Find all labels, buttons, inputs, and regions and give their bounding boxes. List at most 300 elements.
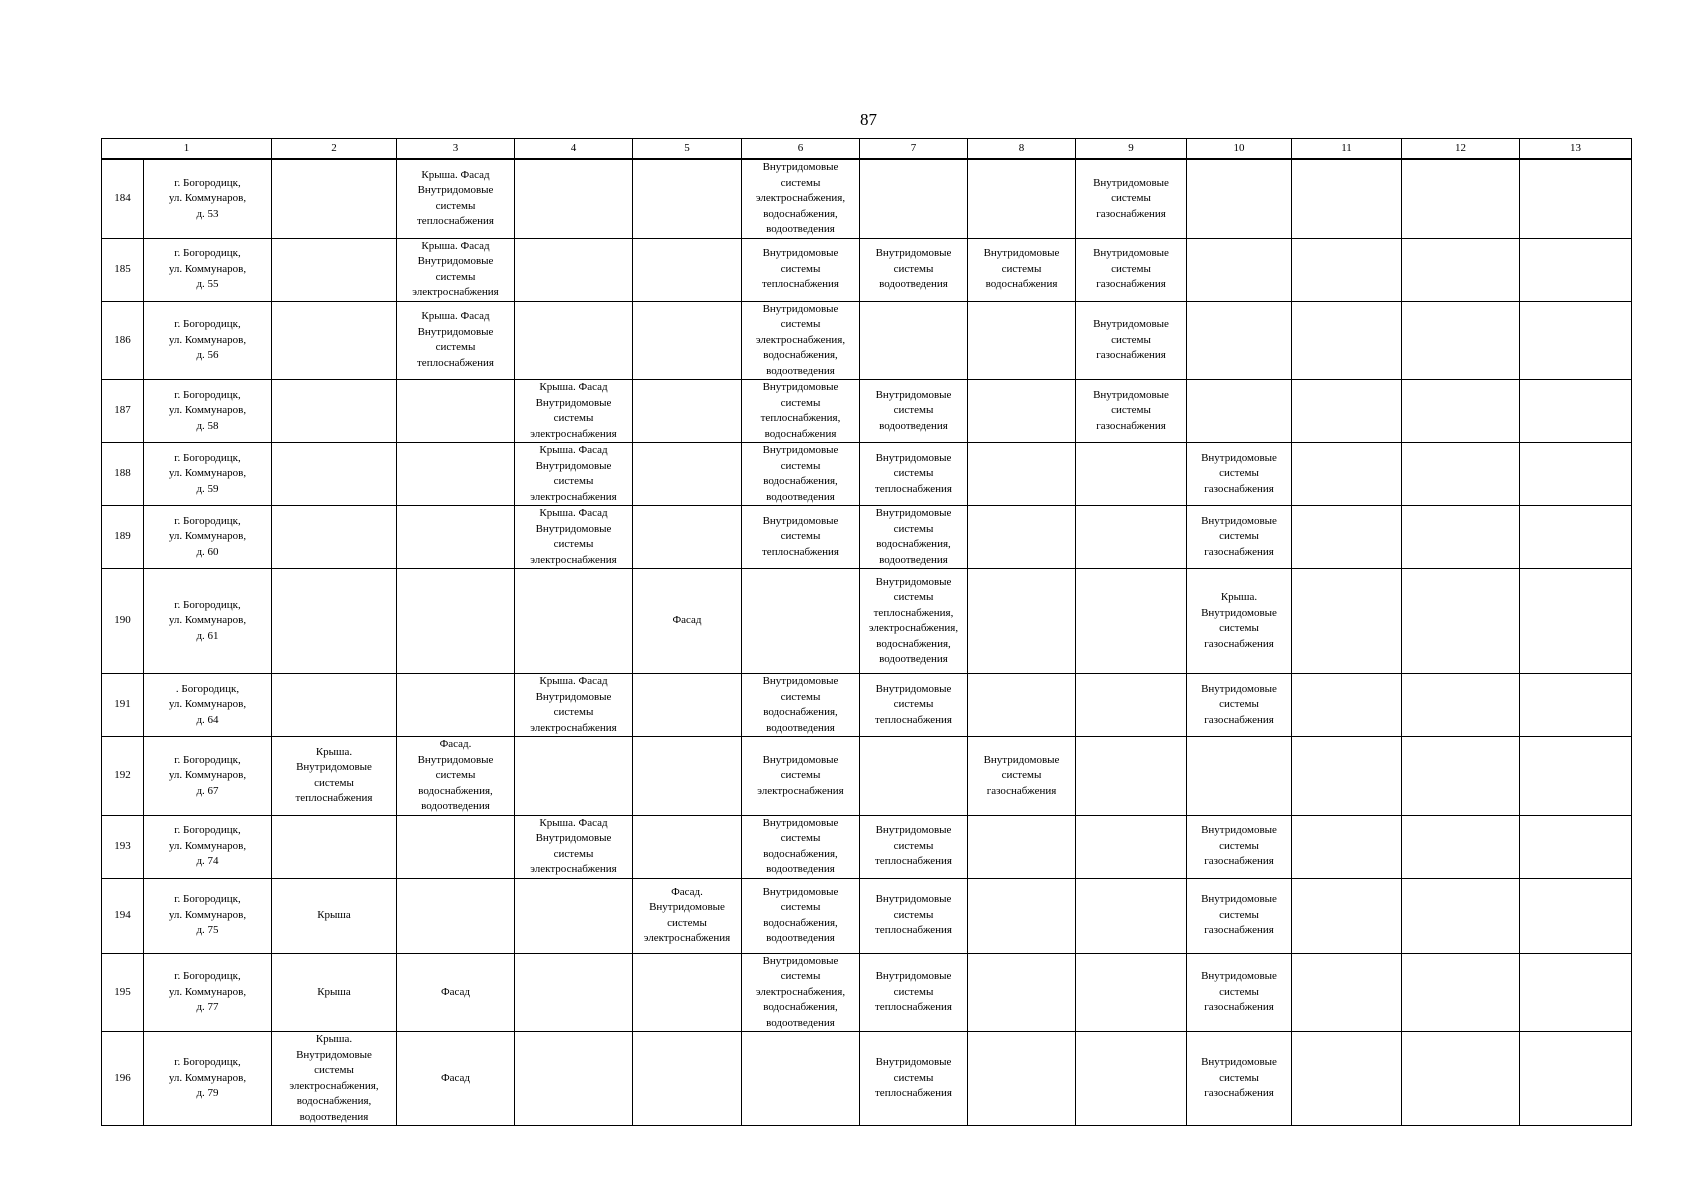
work-text-line: теплоснабжения xyxy=(417,215,494,228)
work-cell-col-4 xyxy=(515,815,633,878)
work-text-line: водоснабжения, xyxy=(763,475,838,487)
work-cell-col-4 xyxy=(515,953,633,1032)
work-cell-col-11 xyxy=(1292,159,1402,238)
address-line: д. 75 xyxy=(196,924,219,937)
address-line: ул. Коммунаров, xyxy=(168,467,247,480)
work-cell-col-10 xyxy=(1187,443,1292,506)
work-cell-col-8 xyxy=(968,443,1076,506)
work-text-line: системы xyxy=(1001,769,1042,781)
work-cell-col-7 xyxy=(860,159,968,238)
work-cell-col-6 xyxy=(742,953,860,1032)
address-cell xyxy=(144,737,272,816)
work-cell-col-9 xyxy=(1076,159,1187,238)
work-cell-col-10 xyxy=(1187,1032,1292,1126)
work-cell-col-8 xyxy=(968,238,1076,301)
work-text-line: Фасад xyxy=(440,985,471,998)
work-cell-col-11 xyxy=(1292,953,1402,1032)
work-cell-col-2 xyxy=(272,878,397,953)
work-cell-col-6 xyxy=(742,443,860,506)
work-cell-col-2 xyxy=(272,815,397,878)
header-cell: 8 xyxy=(968,139,1076,160)
row-number: 185 xyxy=(102,238,144,301)
work-cell-col-4 xyxy=(515,878,633,953)
work-cell-col-3 xyxy=(397,159,515,238)
work-cell-col-11 xyxy=(1292,380,1402,443)
work-text-line: системы xyxy=(1219,985,1259,998)
work-cell-col-2 xyxy=(272,953,397,1032)
work-text-line: водоснабжения, xyxy=(876,538,951,550)
work-cell-col-7 xyxy=(860,506,968,569)
work-cell-col-8 xyxy=(968,506,1076,569)
work-text-line: системы xyxy=(667,916,707,929)
work-text-line: теплоснабжения xyxy=(875,924,952,937)
work-cell-col-3 xyxy=(397,1032,515,1126)
header-cell: 5 xyxy=(633,139,742,160)
work-text-line: Внутридомовые xyxy=(1201,893,1277,906)
work-cell-col-7 xyxy=(860,674,968,737)
work-text-line: газоснабжения xyxy=(1096,349,1166,361)
work-text-line: электроснабжения, xyxy=(755,192,846,204)
work-cell-col-4 xyxy=(515,506,633,569)
work-cell-col-13 xyxy=(1520,238,1632,301)
work-text-line: системы xyxy=(893,522,934,535)
address-line: д. 55 xyxy=(196,278,219,291)
table-row xyxy=(102,737,1632,816)
work-text-line: водоснабжения, xyxy=(763,1001,838,1013)
address-line: г. Богородицк, xyxy=(174,1056,241,1069)
work-text-line: Внутридомовые xyxy=(417,184,494,197)
work-text-line: водоотведения xyxy=(766,863,835,875)
work-cell-col-2 xyxy=(272,506,397,569)
work-text-line: системы xyxy=(435,341,476,354)
work-text-line: системы xyxy=(1219,622,1259,634)
work-cell-col-13 xyxy=(1520,443,1632,506)
work-text-line: электроснабжения xyxy=(530,863,617,875)
work-text-line: водоотведения xyxy=(879,553,948,566)
work-text-line: водоотведения xyxy=(879,653,948,665)
work-text-line: Крыша. Фасад xyxy=(539,507,608,519)
work-cell-col-2 xyxy=(272,380,397,443)
work-text-line: Внутридомовые xyxy=(762,444,839,456)
work-text-line: системы xyxy=(780,690,821,703)
address-line: ул. Коммунаров, xyxy=(168,192,247,204)
work-cell-col-9 xyxy=(1076,301,1187,380)
work-text-line: Внутридомовые xyxy=(1201,514,1277,527)
work-cell-col-2 xyxy=(272,301,397,380)
address-line: д. 56 xyxy=(196,349,219,361)
work-cell-col-9 xyxy=(1076,878,1187,953)
work-text-line: системы xyxy=(893,262,934,275)
row-number: 192 xyxy=(102,737,144,816)
work-text-line: газоснабжения xyxy=(1204,1087,1274,1100)
work-text-line: теплоснабжения, xyxy=(760,412,841,424)
work-text-line: системы xyxy=(893,698,934,711)
work-text-line: Внутридомовые xyxy=(762,954,839,967)
work-text-line: газоснабжения xyxy=(1096,207,1166,220)
work-text-line: водоотведения xyxy=(879,278,948,291)
address-cell xyxy=(144,569,272,674)
work-text-line: водоотведения xyxy=(879,419,948,432)
work-text-line: системы xyxy=(1219,1071,1259,1084)
work-cell-col-6 xyxy=(742,238,860,301)
work-cell-col-3 xyxy=(397,953,515,1032)
work-text-line: Крыша xyxy=(317,985,351,998)
work-text-line: Внутридомовые xyxy=(1093,247,1169,260)
address-cell xyxy=(144,878,272,953)
work-text-line: системы xyxy=(553,412,594,424)
work-text-line: системы xyxy=(893,839,934,852)
header-cell: 1 xyxy=(102,139,272,160)
header-row xyxy=(102,139,1632,160)
work-text-line: системы xyxy=(893,591,934,603)
address-line: д. 64 xyxy=(196,713,219,726)
work-text-line: Внутридомовые xyxy=(1093,176,1169,189)
work-cell-col-4 xyxy=(515,1032,633,1126)
address-cell xyxy=(144,1032,272,1126)
work-cell-col-6 xyxy=(742,301,860,380)
work-cell-col-13 xyxy=(1520,301,1632,380)
work-text-line: Внутридомовые xyxy=(875,893,952,906)
work-cell-col-6 xyxy=(742,878,860,953)
work-text-line: Фасад xyxy=(440,1071,471,1084)
row-number: 189 xyxy=(102,506,144,569)
work-cell-col-5 xyxy=(633,953,742,1032)
work-cell-col-3 xyxy=(397,569,515,674)
work-cell-col-3 xyxy=(397,380,515,443)
work-text-line: газоснабжения xyxy=(1204,1001,1274,1013)
work-cell-col-4 xyxy=(515,238,633,301)
address-cell xyxy=(144,953,272,1032)
work-text-line: водоснабжения, xyxy=(763,349,838,361)
address-line: д. 67 xyxy=(196,784,219,797)
work-cell-col-7 xyxy=(860,443,968,506)
work-cell-col-11 xyxy=(1292,1032,1402,1126)
work-text-line: системы xyxy=(553,475,594,487)
work-cell-col-9 xyxy=(1076,674,1187,737)
work-cell-col-11 xyxy=(1292,238,1402,301)
address-cell xyxy=(144,380,272,443)
work-text-line: системы xyxy=(553,706,594,718)
address-line: г. Богородицк, xyxy=(174,514,241,527)
work-cell-col-4 xyxy=(515,674,633,737)
row-number: 194 xyxy=(102,878,144,953)
address-line: г. Богородицк, xyxy=(174,893,241,906)
work-text-line: электроснабжения, xyxy=(289,1079,379,1092)
table-row xyxy=(102,159,1632,238)
work-text-line: электроснабжения xyxy=(757,784,844,797)
work-text-line: системы xyxy=(780,769,821,781)
work-text-line: Внутридомовые xyxy=(875,970,952,982)
work-cell-col-12 xyxy=(1402,301,1520,380)
work-cell-col-11 xyxy=(1292,569,1402,674)
work-cell-col-13 xyxy=(1520,1032,1632,1126)
work-cell-col-2 xyxy=(272,1032,397,1126)
address-line: ул. Коммунаров, xyxy=(168,985,247,998)
address-cell xyxy=(144,301,272,380)
work-cell-col-10 xyxy=(1187,953,1292,1032)
address-cell xyxy=(144,238,272,301)
work-text-line: системы xyxy=(893,404,934,417)
work-text-line: Крыша. xyxy=(1220,591,1258,603)
work-text-line: Внутридомовые xyxy=(875,247,952,260)
repair-schedule-table xyxy=(101,138,1632,1126)
work-text-line: Внутридомовые xyxy=(1093,318,1169,330)
work-cell-col-12 xyxy=(1402,953,1520,1032)
work-text-line: Внутридомовые xyxy=(1201,606,1277,619)
page-number: 87 xyxy=(860,110,877,129)
table-row xyxy=(102,506,1632,569)
address-line: д. 58 xyxy=(196,419,219,432)
work-cell-col-7 xyxy=(860,815,968,878)
work-text-line: водоснабжения, xyxy=(763,706,838,718)
work-cell-col-7 xyxy=(860,737,968,816)
work-cell-col-2 xyxy=(272,159,397,238)
work-text-line: газоснабжения xyxy=(986,784,1057,797)
work-cell-col-3 xyxy=(397,674,515,737)
work-text-line: Внутридомовые xyxy=(1201,1056,1277,1069)
work-text-line: системы xyxy=(780,970,821,982)
work-text-line: системы xyxy=(780,176,821,189)
work-cell-col-8 xyxy=(968,380,1076,443)
work-text-line: Внутридомовые xyxy=(983,247,1060,260)
work-cell-col-5 xyxy=(633,1032,742,1126)
work-text-line: электроснабжения, xyxy=(755,985,846,998)
work-text-line: системы xyxy=(893,985,934,998)
work-text-line: Внутридомовые xyxy=(1201,970,1277,982)
work-text-line: теплоснабжения xyxy=(762,545,839,558)
address-line: ул. Коммунаров, xyxy=(168,404,247,417)
work-text-line: электроснабжения xyxy=(412,286,499,298)
row-number: 187 xyxy=(102,380,144,443)
work-cell-col-10 xyxy=(1187,159,1292,238)
address-cell xyxy=(144,674,272,737)
work-text-line: водоснабжения, xyxy=(763,207,838,220)
work-text-line: Внутридомовые xyxy=(875,451,952,464)
work-cell-col-11 xyxy=(1292,506,1402,569)
work-text-line: водоотведения xyxy=(766,721,835,734)
table-row xyxy=(102,569,1632,674)
work-cell-col-7 xyxy=(860,953,968,1032)
work-text-line: Крыша. Фасад xyxy=(421,239,490,252)
table-row xyxy=(102,953,1632,1032)
work-cell-col-4 xyxy=(515,443,633,506)
work-cell-col-5 xyxy=(633,815,742,878)
address-line: д. 60 xyxy=(196,545,219,558)
work-cell-col-9 xyxy=(1076,238,1187,301)
header-cell: 2 xyxy=(272,139,397,160)
row-number: 190 xyxy=(102,569,144,674)
work-text-line: электроснабжения xyxy=(530,490,617,503)
work-cell-col-10 xyxy=(1187,674,1292,737)
work-text-line: теплоснабжения xyxy=(875,1087,952,1100)
work-text-line: системы xyxy=(893,467,934,480)
work-cell-col-3 xyxy=(397,506,515,569)
work-text-line: Фасад. xyxy=(439,738,472,750)
address-line: ул. Коммунаров, xyxy=(168,769,247,781)
header-cell: 6 xyxy=(742,139,860,160)
address-line: г. Богородицк, xyxy=(174,824,241,837)
work-text-line: Внутридомовые xyxy=(296,1048,372,1061)
work-text-line: электроснабжения, xyxy=(868,622,959,634)
work-text-line: Внутридомовые xyxy=(762,161,839,173)
work-text-line: водоотведения xyxy=(421,800,490,812)
work-cell-col-10 xyxy=(1187,506,1292,569)
work-text-line: системы xyxy=(780,832,821,844)
row-number: 195 xyxy=(102,953,144,1032)
address-line: ул. Коммунаров, xyxy=(168,908,247,921)
work-cell-col-9 xyxy=(1076,569,1187,674)
work-text-line: Крыша. Фасад xyxy=(539,444,608,456)
work-text-line: Внутридомовые xyxy=(535,690,612,703)
work-cell-col-3 xyxy=(397,238,515,301)
work-text-line: водоотведения xyxy=(766,364,835,377)
work-text-line: Внутридомовые xyxy=(762,302,839,315)
work-cell-col-3 xyxy=(397,301,515,380)
row-number: 184 xyxy=(102,159,144,238)
work-text-line: Внутридомовые xyxy=(762,247,839,260)
work-text-line: водоотведения xyxy=(766,1016,835,1029)
work-cell-col-11 xyxy=(1292,737,1402,816)
work-cell-col-13 xyxy=(1520,159,1632,238)
work-cell-col-6 xyxy=(742,815,860,878)
work-text-line: Внутридомовые xyxy=(983,753,1060,766)
work-text-line: Внутридомовые xyxy=(762,885,839,898)
table-row xyxy=(102,380,1632,443)
work-text-line: Внутридомовые xyxy=(535,396,612,409)
work-text-line: теплоснабжения xyxy=(875,855,952,868)
address-line: ул. Коммунаров, xyxy=(168,333,247,346)
work-text-line: системы xyxy=(1111,262,1151,275)
address-line: ул. Коммунаров, xyxy=(168,614,247,627)
work-text-line: газоснабжения xyxy=(1096,419,1166,432)
work-text-line: теплоснабжения xyxy=(295,792,373,805)
header-cell: 12 xyxy=(1402,139,1520,160)
work-cell-col-8 xyxy=(968,159,1076,238)
work-cell-col-10 xyxy=(1187,878,1292,953)
work-cell-col-2 xyxy=(272,737,397,816)
work-text-line: Внутридомовые xyxy=(535,832,612,844)
work-cell-col-4 xyxy=(515,301,633,380)
work-cell-col-6 xyxy=(742,674,860,737)
header-cell: 3 xyxy=(397,139,515,160)
header-cell: 10 xyxy=(1187,139,1292,160)
work-cell-col-13 xyxy=(1520,953,1632,1032)
header-cell: 4 xyxy=(515,139,633,160)
work-cell-col-9 xyxy=(1076,815,1187,878)
work-cell-col-4 xyxy=(515,737,633,816)
work-cell-col-11 xyxy=(1292,301,1402,380)
work-text-line: Внутридомовые xyxy=(875,388,952,401)
work-text-line: электроснабжения xyxy=(530,427,617,440)
work-text-line: Внутридомовые xyxy=(762,514,839,527)
work-text-line: Внутридомовые xyxy=(1201,824,1277,837)
address-line: ул. Коммунаров, xyxy=(168,1071,247,1084)
work-cell-col-10 xyxy=(1187,301,1292,380)
work-text-line: Внутридомовые xyxy=(875,682,952,695)
address-line: г. Богородицк, xyxy=(174,451,241,464)
address-line: г. Богородицк, xyxy=(174,598,241,611)
address-cell xyxy=(144,443,272,506)
work-cell-col-6 xyxy=(742,569,860,674)
work-cell-col-9 xyxy=(1076,443,1187,506)
work-cell-col-12 xyxy=(1402,380,1520,443)
work-cell-col-5 xyxy=(633,569,742,674)
work-cell-col-13 xyxy=(1520,878,1632,953)
work-text-line: водоотведения xyxy=(766,490,835,503)
work-cell-col-12 xyxy=(1402,1032,1520,1126)
work-cell-col-2 xyxy=(272,674,397,737)
work-text-line: Внутридомовые xyxy=(875,575,952,588)
work-text-line: Внутридомовые xyxy=(762,753,839,766)
work-cell-col-9 xyxy=(1076,737,1187,816)
work-cell-col-10 xyxy=(1187,815,1292,878)
work-text-line: системы xyxy=(893,1071,934,1084)
work-text-line: газоснабжения xyxy=(1204,713,1274,726)
work-text-line: теплоснабжения xyxy=(417,356,494,369)
work-text-line: Внутридомовые xyxy=(649,901,725,913)
work-cell-col-7 xyxy=(860,238,968,301)
work-cell-col-9 xyxy=(1076,380,1187,443)
address-line: г. Богородицк, xyxy=(174,176,241,189)
work-text-line: системы xyxy=(1111,404,1151,417)
work-text-line: системы xyxy=(1219,530,1259,543)
work-cell-col-10 xyxy=(1187,380,1292,443)
work-cell-col-3 xyxy=(397,737,515,816)
work-text-line: Внутридомовые xyxy=(417,325,494,338)
work-cell-col-9 xyxy=(1076,506,1187,569)
work-cell-col-5 xyxy=(633,238,742,301)
work-text-line: Внутридомовые xyxy=(535,522,612,535)
row-number: 186 xyxy=(102,301,144,380)
header-cell: 11 xyxy=(1292,139,1402,160)
work-text-line: теплоснабжения xyxy=(875,482,952,495)
work-cell-col-6 xyxy=(742,506,860,569)
work-cell-col-12 xyxy=(1402,159,1520,238)
work-text-line: Крыша. Фасад xyxy=(539,381,608,393)
work-cell-col-9 xyxy=(1076,953,1187,1032)
work-cell-col-8 xyxy=(968,953,1076,1032)
work-text-line: системы xyxy=(1219,698,1259,711)
header-cell: 7 xyxy=(860,139,968,160)
work-cell-col-13 xyxy=(1520,674,1632,737)
work-cell-col-13 xyxy=(1520,506,1632,569)
work-text-line: водоснабжения, xyxy=(763,916,838,929)
work-text-line: Внутридомовые xyxy=(1093,388,1169,401)
work-text-line: Фасад. xyxy=(671,885,703,898)
work-text-line: системы xyxy=(1111,192,1151,204)
work-cell-col-10 xyxy=(1187,569,1292,674)
work-text-line: Крыша. Фасад xyxy=(539,675,608,687)
work-cell-col-6 xyxy=(742,1032,860,1126)
work-text-line: теплоснабжения xyxy=(875,713,952,726)
work-cell-col-11 xyxy=(1292,878,1402,953)
work-cell-col-11 xyxy=(1292,674,1402,737)
work-text-line: теплоснабжения, xyxy=(873,606,954,619)
work-text-line: системы xyxy=(553,847,594,860)
work-text-line: водоотведения xyxy=(766,932,835,944)
work-text-line: теплоснабжения xyxy=(762,278,839,291)
work-cell-col-13 xyxy=(1520,815,1632,878)
address-line: . Богородицк, xyxy=(175,682,240,695)
work-cell-col-12 xyxy=(1402,238,1520,301)
work-cell-col-12 xyxy=(1402,443,1520,506)
work-text-line: Внутридомовые xyxy=(535,459,612,472)
address-line: д. 79 xyxy=(196,1087,219,1100)
work-text-line: системы xyxy=(553,538,594,550)
work-cell-col-4 xyxy=(515,380,633,443)
work-text-line: системы xyxy=(435,199,476,212)
work-text-line: электроснабжения, xyxy=(755,333,846,346)
